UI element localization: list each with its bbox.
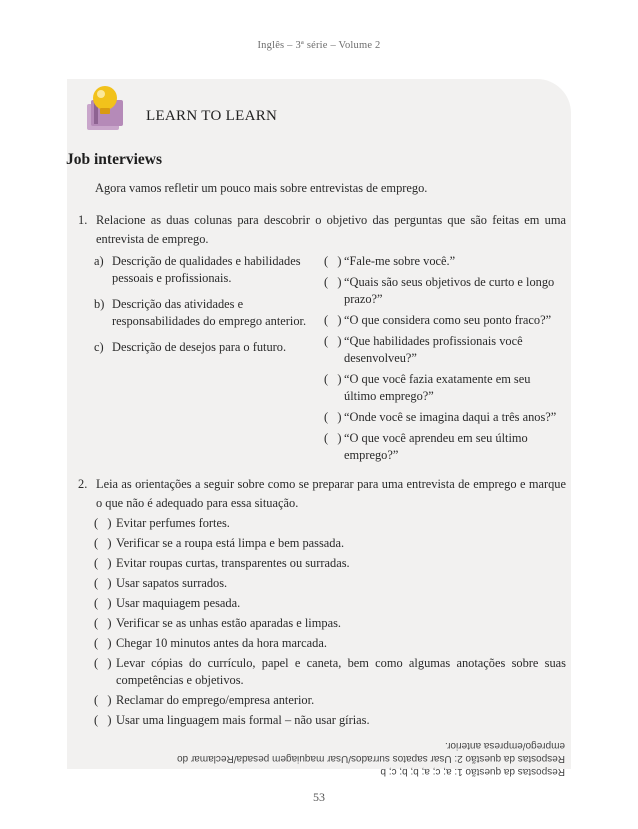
left-column [94,253,314,365]
blank-paren[interactable]: ( ) [324,275,342,289]
guideline-text: Usar sapatos surrados. [116,576,228,590]
page-number: 53 [313,790,325,804]
intro-text: Agora vamos refletir um pouco mais sobre entrevistas de emprego. [95,181,428,195]
right-column [324,253,564,468]
blank-paren[interactable]: ( ) [94,536,112,550]
item-text: Descrição de qualidades e habilidades pessoais e profissionais. [112,254,301,285]
guideline-text: Usar uma linguagem mais formal – não usar gírias. [116,713,370,727]
question-2 [78,475,566,513]
answer-slot[interactable] [324,409,564,426]
guideline-item[interactable] [94,692,566,709]
guideline-text: Chegar 10 minutos antes da hora marcada. [116,636,327,650]
running-header: Inglês – 3ª série – Volume 2 [257,40,381,51]
section-title: LEARN TO LEARN [146,108,278,124]
blank-paren[interactable]: ( ) [94,713,112,727]
question-1 [78,211,566,249]
question-quote: “O que você aprendeu em seu último emprego?” [344,431,528,462]
guidelines-list [94,515,566,732]
item-label: c) [94,340,104,354]
guideline-item[interactable] [94,615,566,632]
page-heading: Job interviews [66,151,163,168]
blank-paren[interactable]: ( ) [324,372,342,386]
blank-paren[interactable]: ( ) [94,596,112,610]
item-text: Descrição das atividades e responsabilidades do emprego anterior. [112,297,307,328]
answer-slot[interactable] [324,274,564,308]
blank-paren[interactable]: ( ) [324,313,342,327]
guideline-item[interactable] [94,515,566,532]
question-2-number: 2. [78,477,88,491]
question-1-text: Relacione as duas colunas para descobrir o objetivo das perguntas que são feitas em uma entrevista de emprego. [96,213,566,246]
guideline-text: Verificar se a roupa está limpa e bem passada. [116,536,345,550]
question-1-number: 1. [78,213,88,227]
answer-slot[interactable] [324,253,564,270]
list-item [94,339,314,356]
answer-slot[interactable] [324,430,564,464]
item-label: a) [94,254,104,268]
item-text: Descrição de desejos para o futuro. [112,340,287,354]
blank-paren[interactable]: ( ) [324,334,342,348]
guideline-item[interactable] [94,595,566,612]
guideline-item[interactable] [94,535,566,552]
list-item [94,296,314,330]
question-quote: “Que habilidades profissionais você desenvolveu?” [344,334,523,365]
question-quote: “Quais são seus objetivos de curto e longo prazo?” [344,275,555,306]
guideline-text: Verificar se as unhas estão aparadas e limpas. [116,616,342,630]
blank-paren[interactable]: ( ) [94,656,112,670]
answer-slot[interactable] [324,371,564,405]
guideline-text: Levar cópias do currículo, papel e caneta, bem como algumas anotações sobre suas competências e objetivos. [116,656,566,687]
blank-paren[interactable]: ( ) [94,576,112,590]
answer-key-upside-down [95,739,565,778]
answer-key-line-1: Respostas da questão 1: a; c; a; b; b; c; b [380,766,565,777]
blank-paren[interactable]: ( ) [94,693,112,707]
book-lightbulb-icon [79,82,131,136]
guideline-item[interactable] [94,635,566,652]
question-quote: “Onde você se imagina daqui a três anos?” [344,410,557,424]
answer-slot[interactable] [324,333,564,367]
blank-paren[interactable]: ( ) [94,636,112,650]
guideline-text: Evitar perfumes fortes. [116,516,230,530]
item-label: b) [94,297,105,311]
guideline-item[interactable] [94,655,566,689]
question-2-text: Leia as orientações a seguir sobre como se preparar para uma entrevista de emprego e marque o que não é adequado para essa situação. [96,477,566,510]
blank-paren[interactable]: ( ) [94,516,112,530]
blank-paren[interactable]: ( ) [94,616,112,630]
blank-paren[interactable]: ( ) [94,556,112,570]
answer-slot[interactable] [324,312,564,329]
question-quote: “O que considera como seu ponto fraco?” [344,313,552,327]
guideline-text: Usar maquiagem pesada. [116,596,241,610]
question-quote: “O que você fazia exatamente em seu último emprego?” [344,372,531,403]
blank-paren[interactable]: ( ) [324,254,342,268]
blank-paren[interactable]: ( ) [324,431,342,445]
list-item [94,253,314,287]
guideline-text: Evitar roupas curtas, transparentes ou surradas. [116,556,350,570]
guideline-item[interactable] [94,555,566,572]
guideline-item[interactable] [94,712,566,729]
blank-paren[interactable]: ( ) [324,410,342,424]
question-quote: “Fale-me sobre você.” [344,254,456,268]
guideline-text: Reclamar do emprego/empresa anterior. [116,693,315,707]
answer-key-line-2: Respostas da questão 2: Usar sapatos surrados/Usar maquiagem pesada/Reclamar do emprego/empresa anterior. [177,740,565,764]
guideline-item[interactable] [94,575,566,592]
